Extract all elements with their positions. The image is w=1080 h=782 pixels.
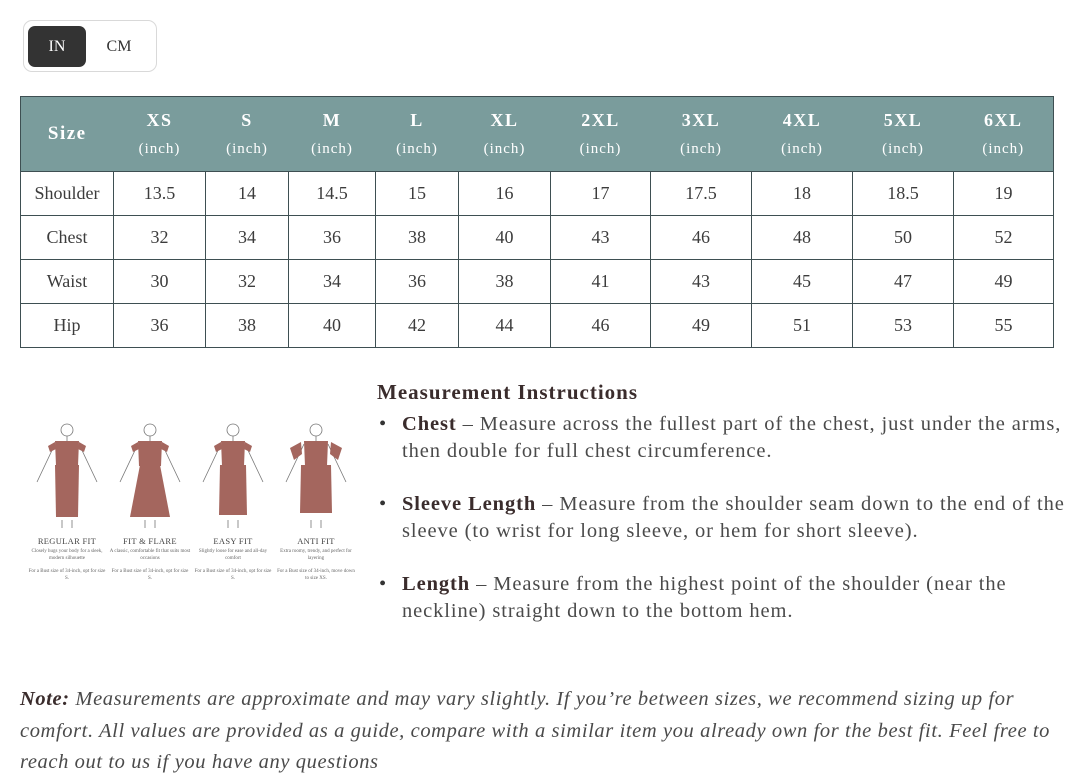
instruction-term: Sleeve Length bbox=[402, 493, 537, 515]
table-cell: 51 bbox=[752, 304, 853, 348]
table-cell: 18 bbox=[752, 172, 853, 216]
sizing-note bbox=[20, 684, 1060, 779]
table-header-row bbox=[21, 97, 1054, 172]
table-cell: 34 bbox=[206, 216, 289, 260]
unit-label: (inch) bbox=[680, 141, 722, 157]
size-column-header bbox=[752, 97, 853, 172]
table-cell: 47 bbox=[853, 260, 954, 304]
fit-note: For a Bust size of 34-inch, opt for size S. bbox=[111, 569, 189, 581]
fit-name: REGULAR FIT bbox=[37, 536, 97, 546]
size-label: 5XL bbox=[883, 110, 923, 130]
dress-figure-icon bbox=[31, 420, 103, 530]
fit-note: For a Bust size of 34-inch, opt for size S. bbox=[28, 569, 106, 581]
unit-label: (inch) bbox=[982, 141, 1025, 157]
instructions-title: Measurement Instructions bbox=[377, 380, 639, 404]
table-cell: 55 bbox=[954, 304, 1054, 348]
table-cell: 14 bbox=[206, 172, 289, 216]
table-cell: 41 bbox=[551, 260, 651, 304]
row-label: Chest bbox=[21, 216, 114, 260]
table-cell: 38 bbox=[459, 260, 551, 304]
instruction-item bbox=[377, 571, 1067, 625]
bullet-icon: • bbox=[379, 413, 388, 435]
table-cell: 53 bbox=[853, 304, 954, 348]
fit-description: Slightly loose for ease and all-day comfort bbox=[198, 549, 268, 561]
unit-label: (inch) bbox=[781, 141, 823, 157]
note-label: Note: bbox=[20, 688, 70, 710]
table-cell: 32 bbox=[114, 216, 206, 260]
size-label: L bbox=[410, 110, 424, 130]
table-cell: 40 bbox=[289, 304, 376, 348]
size-column-header bbox=[206, 97, 289, 172]
table-cell: 38 bbox=[206, 304, 289, 348]
unit-label: (inch) bbox=[226, 141, 268, 157]
table-cell: 45 bbox=[752, 260, 853, 304]
table-cell: 34 bbox=[289, 260, 376, 304]
size-column-header bbox=[459, 97, 551, 172]
table-cell: 38 bbox=[376, 216, 459, 260]
size-label: 4XL bbox=[782, 110, 822, 130]
table-cell: 44 bbox=[459, 304, 551, 348]
table-cell: 50 bbox=[853, 216, 954, 260]
fit-name: FIT & FLARE bbox=[123, 536, 177, 546]
instruction-item bbox=[377, 411, 1067, 465]
table-cell: 40 bbox=[459, 216, 551, 260]
fit-description: A classic, comfortable fit that suits most occasions bbox=[109, 549, 191, 561]
fit-card bbox=[275, 420, 357, 582]
table-cell: 36 bbox=[289, 216, 376, 260]
table-cell: 16 bbox=[459, 172, 551, 216]
size-column-header bbox=[289, 97, 376, 172]
table-row bbox=[21, 172, 1054, 216]
instruction-text: – Measure across the fullest part of the chest, just under the arms, then double for full chest circumference. bbox=[402, 413, 1062, 462]
table-cell: 15 bbox=[376, 172, 459, 216]
unit-label: (inch) bbox=[579, 141, 622, 157]
fit-name: EASY FIT bbox=[213, 536, 253, 546]
table-cell: 42 bbox=[376, 304, 459, 348]
bullet-icon: • bbox=[379, 493, 388, 515]
row-label: Shoulder bbox=[21, 172, 114, 216]
fit-card bbox=[26, 420, 108, 582]
table-cell: 36 bbox=[376, 260, 459, 304]
fit-description: Extra roomy, trendy, and perfect for layering bbox=[280, 549, 352, 561]
note-text: Measurements are approximate and may vary slightly. If you’re between sizes, we recommend sizing up for comfort. All values are provided as a guide, compare with a similar item you already own for the best fit. Feel free to reach out to us if you have any questions bbox=[20, 688, 1051, 773]
instructions-list bbox=[377, 411, 1067, 625]
unit-label: (inch) bbox=[483, 141, 526, 157]
dress-figure-icon bbox=[280, 420, 352, 530]
table-cell: 46 bbox=[651, 216, 752, 260]
table-cell: 43 bbox=[551, 216, 651, 260]
unit-label: (inch) bbox=[396, 141, 438, 157]
instruction-term: Chest bbox=[402, 413, 457, 435]
size-label: 2XL bbox=[581, 110, 620, 130]
fit-note: For a Bust size of 34-inch, opt for size S. bbox=[194, 569, 272, 581]
size-label: S bbox=[241, 110, 253, 130]
row-label: Hip bbox=[21, 304, 114, 348]
size-label: XS bbox=[146, 110, 173, 130]
fit-name: ANTI FIT bbox=[297, 536, 335, 546]
table-cell: 48 bbox=[752, 216, 853, 260]
fit-card bbox=[192, 420, 274, 582]
table-cell: 52 bbox=[954, 216, 1054, 260]
table-cell: 17.5 bbox=[651, 172, 752, 216]
table-cell: 19 bbox=[954, 172, 1054, 216]
table-cell: 49 bbox=[651, 304, 752, 348]
unit-label: (inch) bbox=[311, 141, 353, 157]
table-cell: 43 bbox=[651, 260, 752, 304]
fit-description: Closely hugs your body for a sleek, modern silhouette bbox=[31, 549, 103, 561]
fit-note: For a Bust size of 34-inch, move down to size XS. bbox=[277, 569, 355, 581]
unit-label: (inch) bbox=[138, 141, 181, 157]
size-label: 6XL bbox=[983, 110, 1023, 130]
dress-figure-icon bbox=[197, 420, 269, 530]
unit-option-in[interactable]: IN bbox=[28, 26, 86, 67]
size-column-header bbox=[376, 97, 459, 172]
size-column-header bbox=[551, 97, 651, 172]
unit-label: (inch) bbox=[882, 141, 924, 157]
size-column-header bbox=[853, 97, 954, 172]
table-cell: 36 bbox=[114, 304, 206, 348]
table-cell: 46 bbox=[551, 304, 651, 348]
row-label: Waist bbox=[21, 260, 114, 304]
fit-guide bbox=[26, 420, 356, 600]
instruction-term: Length bbox=[402, 573, 471, 595]
size-label: M bbox=[322, 110, 342, 130]
unit-option-cm[interactable]: CM bbox=[106, 38, 132, 55]
instruction-text: – Measure from the highest point of the shoulder (near the neckline) straight down to the bottom hem. bbox=[402, 573, 1007, 622]
table-cell: 30 bbox=[114, 260, 206, 304]
bullet-icon: • bbox=[379, 573, 388, 595]
table-cell: 49 bbox=[954, 260, 1054, 304]
size-column-header bbox=[651, 97, 752, 172]
table-row bbox=[21, 260, 1054, 304]
table-cell: 14.5 bbox=[289, 172, 376, 216]
size-label: 3XL bbox=[681, 110, 721, 130]
size-header: Size bbox=[21, 97, 114, 172]
table-cell: 13.5 bbox=[114, 172, 206, 216]
size-label: XL bbox=[490, 110, 519, 130]
dress-figure-icon bbox=[114, 420, 186, 530]
unit-toggle bbox=[23, 20, 157, 72]
instruction-text: – Measure from the shoulder seam down to the end of the sleeve (to wrist for long sleeve, or hem for short sleeve). bbox=[402, 493, 1065, 542]
table-row bbox=[21, 216, 1054, 260]
table-cell: 17 bbox=[551, 172, 651, 216]
table-cell: 32 bbox=[206, 260, 289, 304]
size-column-header bbox=[114, 97, 206, 172]
measurement-instructions bbox=[377, 380, 1067, 625]
size-chart-table bbox=[20, 96, 1054, 348]
size-column-header bbox=[954, 97, 1054, 172]
table-cell: 18.5 bbox=[853, 172, 954, 216]
table-row bbox=[21, 304, 1054, 348]
fit-card bbox=[109, 420, 191, 582]
instruction-item bbox=[377, 491, 1067, 545]
